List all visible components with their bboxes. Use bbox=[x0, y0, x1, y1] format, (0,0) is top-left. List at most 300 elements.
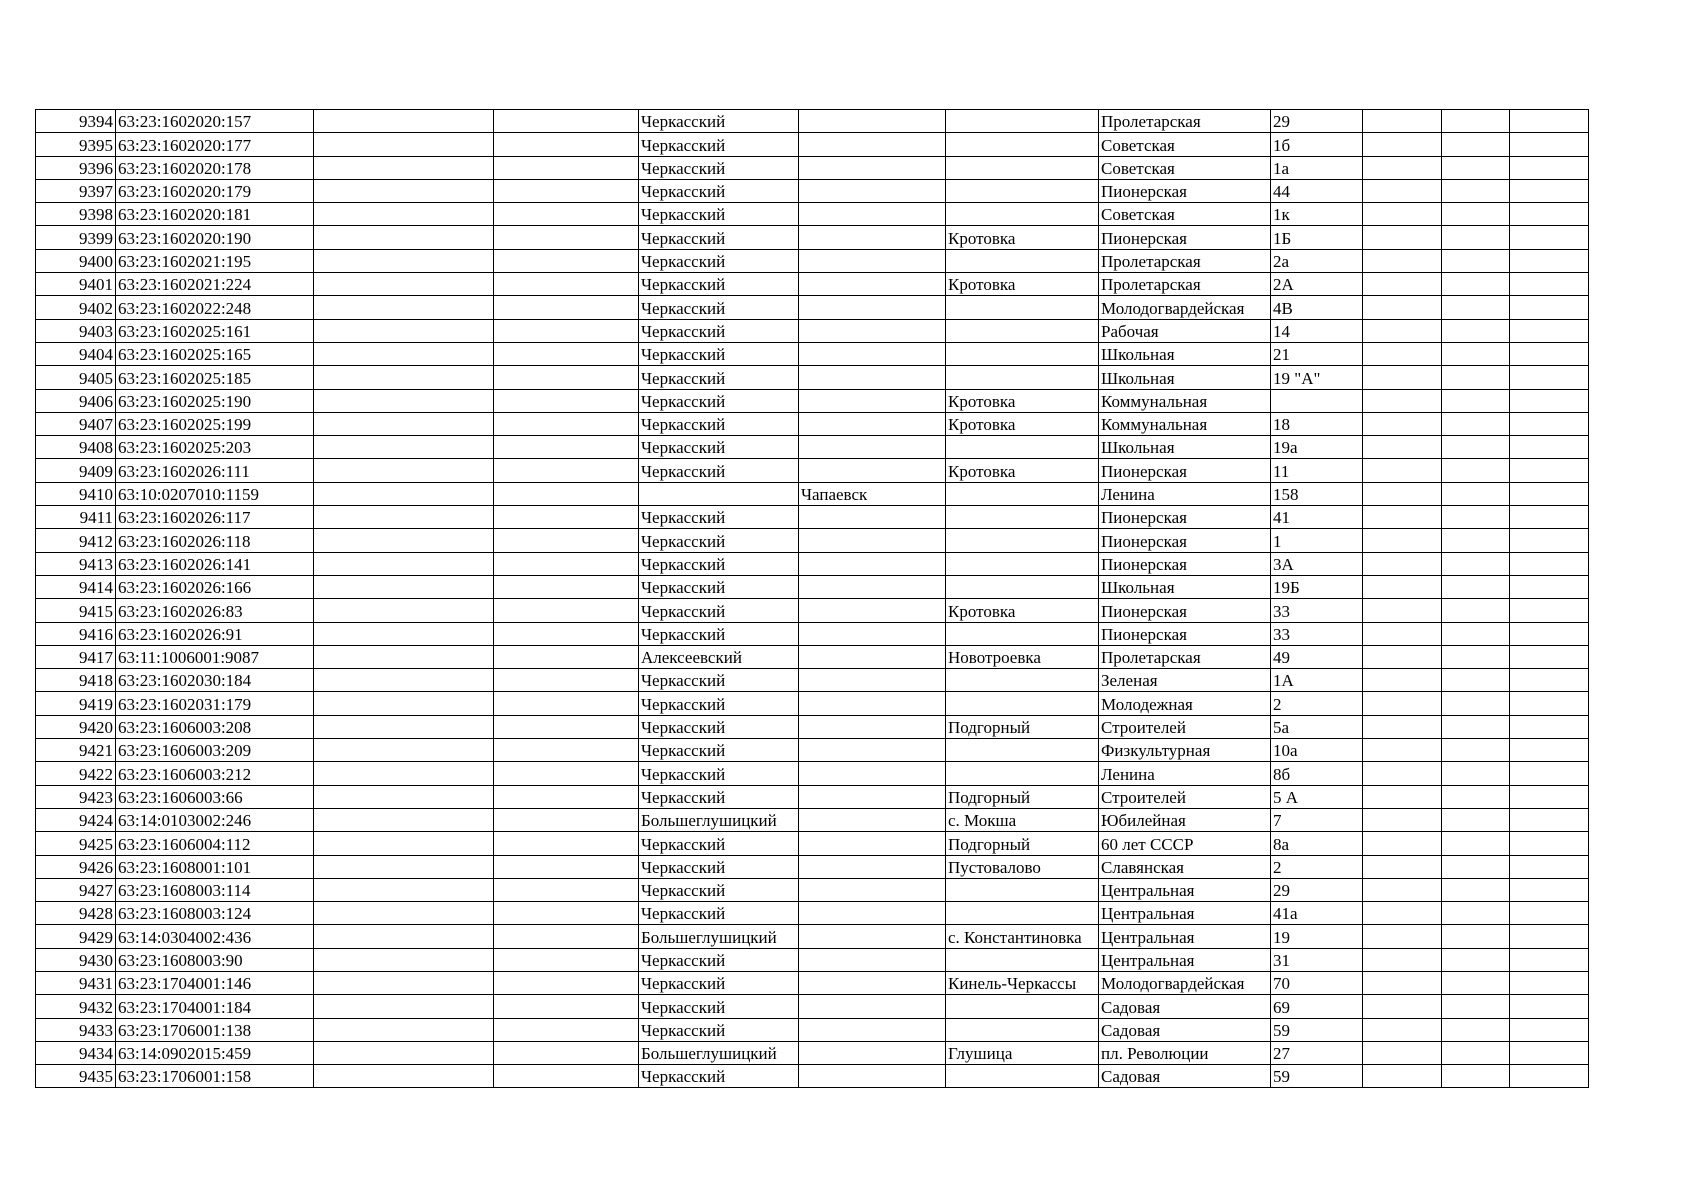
city-cell bbox=[799, 902, 946, 925]
settlement-cell bbox=[946, 110, 1099, 133]
cadastral-number-cell: 63:23:1602021:224 bbox=[116, 273, 314, 296]
house-cell bbox=[1271, 389, 1363, 412]
col-12-cell bbox=[1510, 203, 1589, 226]
col-11-cell bbox=[1442, 715, 1510, 738]
col-3-cell bbox=[314, 529, 494, 552]
settlement-cell: с. Мокша bbox=[946, 808, 1099, 831]
col-10-cell bbox=[1363, 179, 1442, 202]
col-4-cell bbox=[494, 459, 639, 482]
settlement-cell bbox=[946, 552, 1099, 575]
house-cell: 5а bbox=[1271, 715, 1363, 738]
col-4-cell bbox=[494, 739, 639, 762]
cadastral-number-cell: 63:23:1606004:112 bbox=[116, 832, 314, 855]
cadastral-number-cell: 63:23:1602020:181 bbox=[116, 203, 314, 226]
col-4-cell bbox=[494, 785, 639, 808]
table-row bbox=[36, 645, 1589, 668]
city-cell bbox=[799, 808, 946, 831]
street-cell: Молодогвардейская bbox=[1099, 296, 1271, 319]
cadastral-number-cell: 63:23:1602025:199 bbox=[116, 412, 314, 435]
row-number-cell: 9404 bbox=[36, 342, 116, 365]
col-3-cell bbox=[314, 1065, 494, 1088]
col-4-cell bbox=[494, 925, 639, 948]
cadastral-number-cell: 63:23:1602026:141 bbox=[116, 552, 314, 575]
city-cell: Чапаевск bbox=[799, 482, 946, 505]
house-cell: 19Б bbox=[1271, 575, 1363, 598]
col-10-cell bbox=[1363, 902, 1442, 925]
cadastral-number-cell: 63:23:1602026:117 bbox=[116, 506, 314, 529]
col-11-cell bbox=[1442, 389, 1510, 412]
row-number-cell: 9417 bbox=[36, 645, 116, 668]
district-cell: Черкасский bbox=[639, 995, 799, 1018]
cadastral-number-cell: 63:23:1602026:83 bbox=[116, 599, 314, 622]
table-row bbox=[36, 203, 1589, 226]
col-12-cell bbox=[1510, 785, 1589, 808]
district-cell: Черкасский bbox=[639, 249, 799, 272]
table-row bbox=[36, 482, 1589, 505]
row-number-cell: 9422 bbox=[36, 762, 116, 785]
col-11-cell bbox=[1442, 692, 1510, 715]
col-11-cell bbox=[1442, 669, 1510, 692]
city-cell bbox=[799, 878, 946, 901]
records-table bbox=[35, 109, 1589, 1088]
city-cell bbox=[799, 506, 946, 529]
col-3-cell bbox=[314, 855, 494, 878]
table-row bbox=[36, 273, 1589, 296]
settlement-cell bbox=[946, 575, 1099, 598]
city-cell bbox=[799, 622, 946, 645]
settlement-cell bbox=[946, 669, 1099, 692]
col-10-cell bbox=[1363, 832, 1442, 855]
col-4-cell bbox=[494, 506, 639, 529]
row-number-cell: 9426 bbox=[36, 855, 116, 878]
cadastral-number-cell: 63:23:1602025:203 bbox=[116, 436, 314, 459]
col-11-cell bbox=[1442, 366, 1510, 389]
col-3-cell bbox=[314, 296, 494, 319]
settlement-cell bbox=[946, 692, 1099, 715]
city-cell bbox=[799, 203, 946, 226]
cadastral-number-cell: 63:23:1608001:101 bbox=[116, 855, 314, 878]
city-cell bbox=[799, 133, 946, 156]
house-cell: 69 bbox=[1271, 995, 1363, 1018]
row-number-cell: 9424 bbox=[36, 808, 116, 831]
col-12-cell bbox=[1510, 249, 1589, 272]
col-4-cell bbox=[494, 482, 639, 505]
col-3-cell bbox=[314, 925, 494, 948]
city-cell bbox=[799, 179, 946, 202]
col-10-cell bbox=[1363, 1065, 1442, 1088]
table-row bbox=[36, 715, 1589, 738]
col-3-cell bbox=[314, 599, 494, 622]
col-12-cell bbox=[1510, 669, 1589, 692]
city-cell bbox=[799, 1018, 946, 1041]
col-4-cell bbox=[494, 878, 639, 901]
col-4-cell bbox=[494, 622, 639, 645]
col-11-cell bbox=[1442, 1041, 1510, 1064]
district-cell: Черкасский bbox=[639, 1065, 799, 1088]
table-row bbox=[36, 599, 1589, 622]
col-11-cell bbox=[1442, 319, 1510, 342]
col-3-cell bbox=[314, 902, 494, 925]
col-3-cell bbox=[314, 412, 494, 435]
street-cell: Центральная bbox=[1099, 948, 1271, 971]
city-cell bbox=[799, 412, 946, 435]
col-10-cell bbox=[1363, 715, 1442, 738]
col-4-cell bbox=[494, 133, 639, 156]
table-row bbox=[36, 459, 1589, 482]
col-10-cell bbox=[1363, 296, 1442, 319]
district-cell: Черкасский bbox=[639, 739, 799, 762]
city-cell bbox=[799, 971, 946, 994]
col-10-cell bbox=[1363, 319, 1442, 342]
cadastral-number-cell: 63:23:1704001:146 bbox=[116, 971, 314, 994]
row-number-cell: 9434 bbox=[36, 1041, 116, 1064]
col-3-cell bbox=[314, 110, 494, 133]
district-cell: Черкасский bbox=[639, 133, 799, 156]
house-cell: 1б bbox=[1271, 133, 1363, 156]
cadastral-number-cell: 63:23:1602020:179 bbox=[116, 179, 314, 202]
table-row bbox=[36, 948, 1589, 971]
settlement-cell bbox=[946, 506, 1099, 529]
col-3-cell bbox=[314, 832, 494, 855]
table-row bbox=[36, 902, 1589, 925]
house-cell: 2а bbox=[1271, 249, 1363, 272]
cadastral-number-cell: 63:23:1602025:161 bbox=[116, 319, 314, 342]
col-10-cell bbox=[1363, 1041, 1442, 1064]
col-3-cell bbox=[314, 739, 494, 762]
house-cell: 1а bbox=[1271, 156, 1363, 179]
city-cell bbox=[799, 319, 946, 342]
district-cell bbox=[639, 482, 799, 505]
row-number-cell: 9416 bbox=[36, 622, 116, 645]
col-12-cell bbox=[1510, 971, 1589, 994]
col-10-cell bbox=[1363, 482, 1442, 505]
street-cell: Центральная bbox=[1099, 902, 1271, 925]
cadastral-number-cell: 63:14:0902015:459 bbox=[116, 1041, 314, 1064]
table-row bbox=[36, 878, 1589, 901]
settlement-cell bbox=[946, 948, 1099, 971]
district-cell: Черкасский bbox=[639, 855, 799, 878]
table-row bbox=[36, 1041, 1589, 1064]
city-cell bbox=[799, 156, 946, 179]
col-12-cell bbox=[1510, 133, 1589, 156]
settlement-cell bbox=[946, 436, 1099, 459]
cadastral-number-cell: 63:23:1602021:195 bbox=[116, 249, 314, 272]
settlement-cell: Подгорный bbox=[946, 715, 1099, 738]
table-row bbox=[36, 762, 1589, 785]
row-number-cell: 9405 bbox=[36, 366, 116, 389]
col-10-cell bbox=[1363, 366, 1442, 389]
row-number-cell: 9415 bbox=[36, 599, 116, 622]
col-12-cell bbox=[1510, 925, 1589, 948]
col-12-cell bbox=[1510, 506, 1589, 529]
col-11-cell bbox=[1442, 203, 1510, 226]
settlement-cell: Подгорный bbox=[946, 785, 1099, 808]
row-number-cell: 9423 bbox=[36, 785, 116, 808]
settlement-cell: Пустовалово bbox=[946, 855, 1099, 878]
settlement-cell: с. Константиновка bbox=[946, 925, 1099, 948]
col-11-cell bbox=[1442, 785, 1510, 808]
cadastral-number-cell: 63:23:1608003:114 bbox=[116, 878, 314, 901]
house-cell: 1Б bbox=[1271, 226, 1363, 249]
settlement-cell bbox=[946, 995, 1099, 1018]
row-number-cell: 9431 bbox=[36, 971, 116, 994]
district-cell: Черкасский bbox=[639, 971, 799, 994]
row-number-cell: 9412 bbox=[36, 529, 116, 552]
district-cell: Большеглушицкий bbox=[639, 1041, 799, 1064]
settlement-cell bbox=[946, 342, 1099, 365]
col-12-cell bbox=[1510, 366, 1589, 389]
col-11-cell bbox=[1442, 832, 1510, 855]
cadastral-number-cell: 63:23:1704001:184 bbox=[116, 995, 314, 1018]
col-12-cell bbox=[1510, 110, 1589, 133]
city-cell bbox=[799, 366, 946, 389]
house-cell: 70 bbox=[1271, 971, 1363, 994]
col-12-cell bbox=[1510, 832, 1589, 855]
settlement-cell: Кротовка bbox=[946, 273, 1099, 296]
district-cell: Черкасский bbox=[639, 203, 799, 226]
house-cell: 31 bbox=[1271, 948, 1363, 971]
settlement-cell bbox=[946, 133, 1099, 156]
row-number-cell: 9429 bbox=[36, 925, 116, 948]
district-cell: Большеглушицкий bbox=[639, 925, 799, 948]
house-cell: 5 А bbox=[1271, 785, 1363, 808]
row-number-cell: 9406 bbox=[36, 389, 116, 412]
street-cell: Молодежная bbox=[1099, 692, 1271, 715]
col-3-cell bbox=[314, 156, 494, 179]
col-3-cell bbox=[314, 249, 494, 272]
col-4-cell bbox=[494, 855, 639, 878]
col-3-cell bbox=[314, 1041, 494, 1064]
street-cell: Славянская bbox=[1099, 855, 1271, 878]
col-4-cell bbox=[494, 808, 639, 831]
table-row bbox=[36, 971, 1589, 994]
street-cell: Школьная bbox=[1099, 436, 1271, 459]
house-cell: 19 bbox=[1271, 925, 1363, 948]
col-12-cell bbox=[1510, 436, 1589, 459]
city-cell bbox=[799, 692, 946, 715]
street-cell: Пролетарская bbox=[1099, 249, 1271, 272]
col-10-cell bbox=[1363, 506, 1442, 529]
table-row bbox=[36, 436, 1589, 459]
table-row bbox=[36, 669, 1589, 692]
col-10-cell bbox=[1363, 436, 1442, 459]
street-cell: Пионерская bbox=[1099, 506, 1271, 529]
house-cell: 14 bbox=[1271, 319, 1363, 342]
district-cell: Черкасский bbox=[639, 436, 799, 459]
col-3-cell bbox=[314, 971, 494, 994]
street-cell: Пионерская bbox=[1099, 226, 1271, 249]
house-cell: 19а bbox=[1271, 436, 1363, 459]
district-cell: Черкасский bbox=[639, 529, 799, 552]
col-11-cell bbox=[1442, 459, 1510, 482]
city-cell bbox=[799, 110, 946, 133]
house-cell: 41 bbox=[1271, 506, 1363, 529]
col-11-cell bbox=[1442, 995, 1510, 1018]
house-cell: 2 bbox=[1271, 692, 1363, 715]
district-cell: Черкасский bbox=[639, 902, 799, 925]
cadastral-number-cell: 63:23:1606003:66 bbox=[116, 785, 314, 808]
col-12-cell bbox=[1510, 179, 1589, 202]
col-10-cell bbox=[1363, 389, 1442, 412]
table-row bbox=[36, 249, 1589, 272]
cadastral-number-cell: 63:23:1602025:190 bbox=[116, 389, 314, 412]
table-body bbox=[36, 110, 1589, 1088]
row-number-cell: 9403 bbox=[36, 319, 116, 342]
district-cell: Черкасский bbox=[639, 552, 799, 575]
col-10-cell bbox=[1363, 785, 1442, 808]
table-row bbox=[36, 319, 1589, 342]
cadastral-number-cell: 63:23:1602026:166 bbox=[116, 575, 314, 598]
col-4-cell bbox=[494, 832, 639, 855]
table-row bbox=[36, 156, 1589, 179]
city-cell bbox=[799, 389, 946, 412]
col-12-cell bbox=[1510, 482, 1589, 505]
city-cell bbox=[799, 273, 946, 296]
settlement-cell bbox=[946, 366, 1099, 389]
col-10-cell bbox=[1363, 878, 1442, 901]
col-3-cell bbox=[314, 273, 494, 296]
settlement-cell bbox=[946, 319, 1099, 342]
street-cell: Юбилейная bbox=[1099, 808, 1271, 831]
col-10-cell bbox=[1363, 669, 1442, 692]
house-cell: 1к bbox=[1271, 203, 1363, 226]
col-12-cell bbox=[1510, 995, 1589, 1018]
street-cell: Школьная bbox=[1099, 342, 1271, 365]
cadastral-number-cell: 63:23:1608003:124 bbox=[116, 902, 314, 925]
table-row bbox=[36, 692, 1589, 715]
house-cell: 4В bbox=[1271, 296, 1363, 319]
col-10-cell bbox=[1363, 249, 1442, 272]
col-3-cell bbox=[314, 389, 494, 412]
district-cell: Черкасский bbox=[639, 156, 799, 179]
cadastral-number-cell: 63:10:0207010:1159 bbox=[116, 482, 314, 505]
col-3-cell bbox=[314, 506, 494, 529]
row-number-cell: 9409 bbox=[36, 459, 116, 482]
col-3-cell bbox=[314, 482, 494, 505]
col-10-cell bbox=[1363, 133, 1442, 156]
settlement-cell bbox=[946, 156, 1099, 179]
col-11-cell bbox=[1442, 971, 1510, 994]
cadastral-number-cell: 63:23:1706001:138 bbox=[116, 1018, 314, 1041]
city-cell bbox=[799, 1041, 946, 1064]
col-11-cell bbox=[1442, 855, 1510, 878]
table-row bbox=[36, 575, 1589, 598]
district-cell: Черкасский bbox=[639, 459, 799, 482]
street-cell: Ленина bbox=[1099, 762, 1271, 785]
row-number-cell: 9407 bbox=[36, 412, 116, 435]
cadastral-number-cell: 63:23:1602026:91 bbox=[116, 622, 314, 645]
col-12-cell bbox=[1510, 342, 1589, 365]
col-11-cell bbox=[1442, 599, 1510, 622]
col-3-cell bbox=[314, 878, 494, 901]
col-4-cell bbox=[494, 1065, 639, 1088]
col-10-cell bbox=[1363, 273, 1442, 296]
settlement-cell: Подгорный bbox=[946, 832, 1099, 855]
settlement-cell bbox=[946, 739, 1099, 762]
col-12-cell bbox=[1510, 692, 1589, 715]
col-12-cell bbox=[1510, 273, 1589, 296]
col-10-cell bbox=[1363, 739, 1442, 762]
col-4-cell bbox=[494, 971, 639, 994]
row-number-cell: 9408 bbox=[36, 436, 116, 459]
street-cell: Советская bbox=[1099, 203, 1271, 226]
col-4-cell bbox=[494, 203, 639, 226]
city-cell bbox=[799, 1065, 946, 1088]
city-cell bbox=[799, 342, 946, 365]
city-cell bbox=[799, 832, 946, 855]
street-cell: Строителей bbox=[1099, 785, 1271, 808]
city-cell bbox=[799, 226, 946, 249]
district-cell: Черкасский bbox=[639, 366, 799, 389]
col-3-cell bbox=[314, 342, 494, 365]
col-11-cell bbox=[1442, 273, 1510, 296]
table-row bbox=[36, 366, 1589, 389]
city-cell bbox=[799, 296, 946, 319]
table-row bbox=[36, 995, 1589, 1018]
col-10-cell bbox=[1363, 203, 1442, 226]
col-4-cell bbox=[494, 273, 639, 296]
street-cell: Строителей bbox=[1099, 715, 1271, 738]
city-cell bbox=[799, 645, 946, 668]
col-11-cell bbox=[1442, 948, 1510, 971]
col-11-cell bbox=[1442, 878, 1510, 901]
col-10-cell bbox=[1363, 156, 1442, 179]
col-10-cell bbox=[1363, 412, 1442, 435]
city-cell bbox=[799, 529, 946, 552]
street-cell: Садовая bbox=[1099, 995, 1271, 1018]
settlement-cell bbox=[946, 179, 1099, 202]
district-cell: Алексеевский bbox=[639, 645, 799, 668]
table-row bbox=[36, 832, 1589, 855]
district-cell: Черкасский bbox=[639, 319, 799, 342]
district-cell: Черкасский bbox=[639, 832, 799, 855]
cadastral-number-cell: 63:14:0103002:246 bbox=[116, 808, 314, 831]
col-3-cell bbox=[314, 1018, 494, 1041]
col-12-cell bbox=[1510, 575, 1589, 598]
row-number-cell: 9421 bbox=[36, 739, 116, 762]
house-cell: 2А bbox=[1271, 273, 1363, 296]
row-number-cell: 9394 bbox=[36, 110, 116, 133]
district-cell: Черкасский bbox=[639, 785, 799, 808]
settlement-cell bbox=[946, 878, 1099, 901]
col-4-cell bbox=[494, 692, 639, 715]
street-cell: Школьная bbox=[1099, 575, 1271, 598]
row-number-cell: 9433 bbox=[36, 1018, 116, 1041]
settlement-cell: Новотроевка bbox=[946, 645, 1099, 668]
district-cell: Черкасский bbox=[639, 273, 799, 296]
row-number-cell: 9398 bbox=[36, 203, 116, 226]
col-12-cell bbox=[1510, 1065, 1589, 1088]
table-row bbox=[36, 855, 1589, 878]
street-cell: Школьная bbox=[1099, 366, 1271, 389]
street-cell: пл. Революции bbox=[1099, 1041, 1271, 1064]
street-cell: Ленина bbox=[1099, 482, 1271, 505]
col-4-cell bbox=[494, 389, 639, 412]
district-cell: Черкасский bbox=[639, 342, 799, 365]
city-cell bbox=[799, 669, 946, 692]
street-cell: Пионерская bbox=[1099, 552, 1271, 575]
house-cell: 11 bbox=[1271, 459, 1363, 482]
city-cell bbox=[799, 552, 946, 575]
street-cell: Пролетарская bbox=[1099, 110, 1271, 133]
street-cell: 60 лет СССР bbox=[1099, 832, 1271, 855]
col-10-cell bbox=[1363, 110, 1442, 133]
district-cell: Большеглушицкий bbox=[639, 808, 799, 831]
table-row bbox=[36, 739, 1589, 762]
col-11-cell bbox=[1442, 552, 1510, 575]
table-row bbox=[36, 296, 1589, 319]
district-cell: Черкасский bbox=[639, 599, 799, 622]
